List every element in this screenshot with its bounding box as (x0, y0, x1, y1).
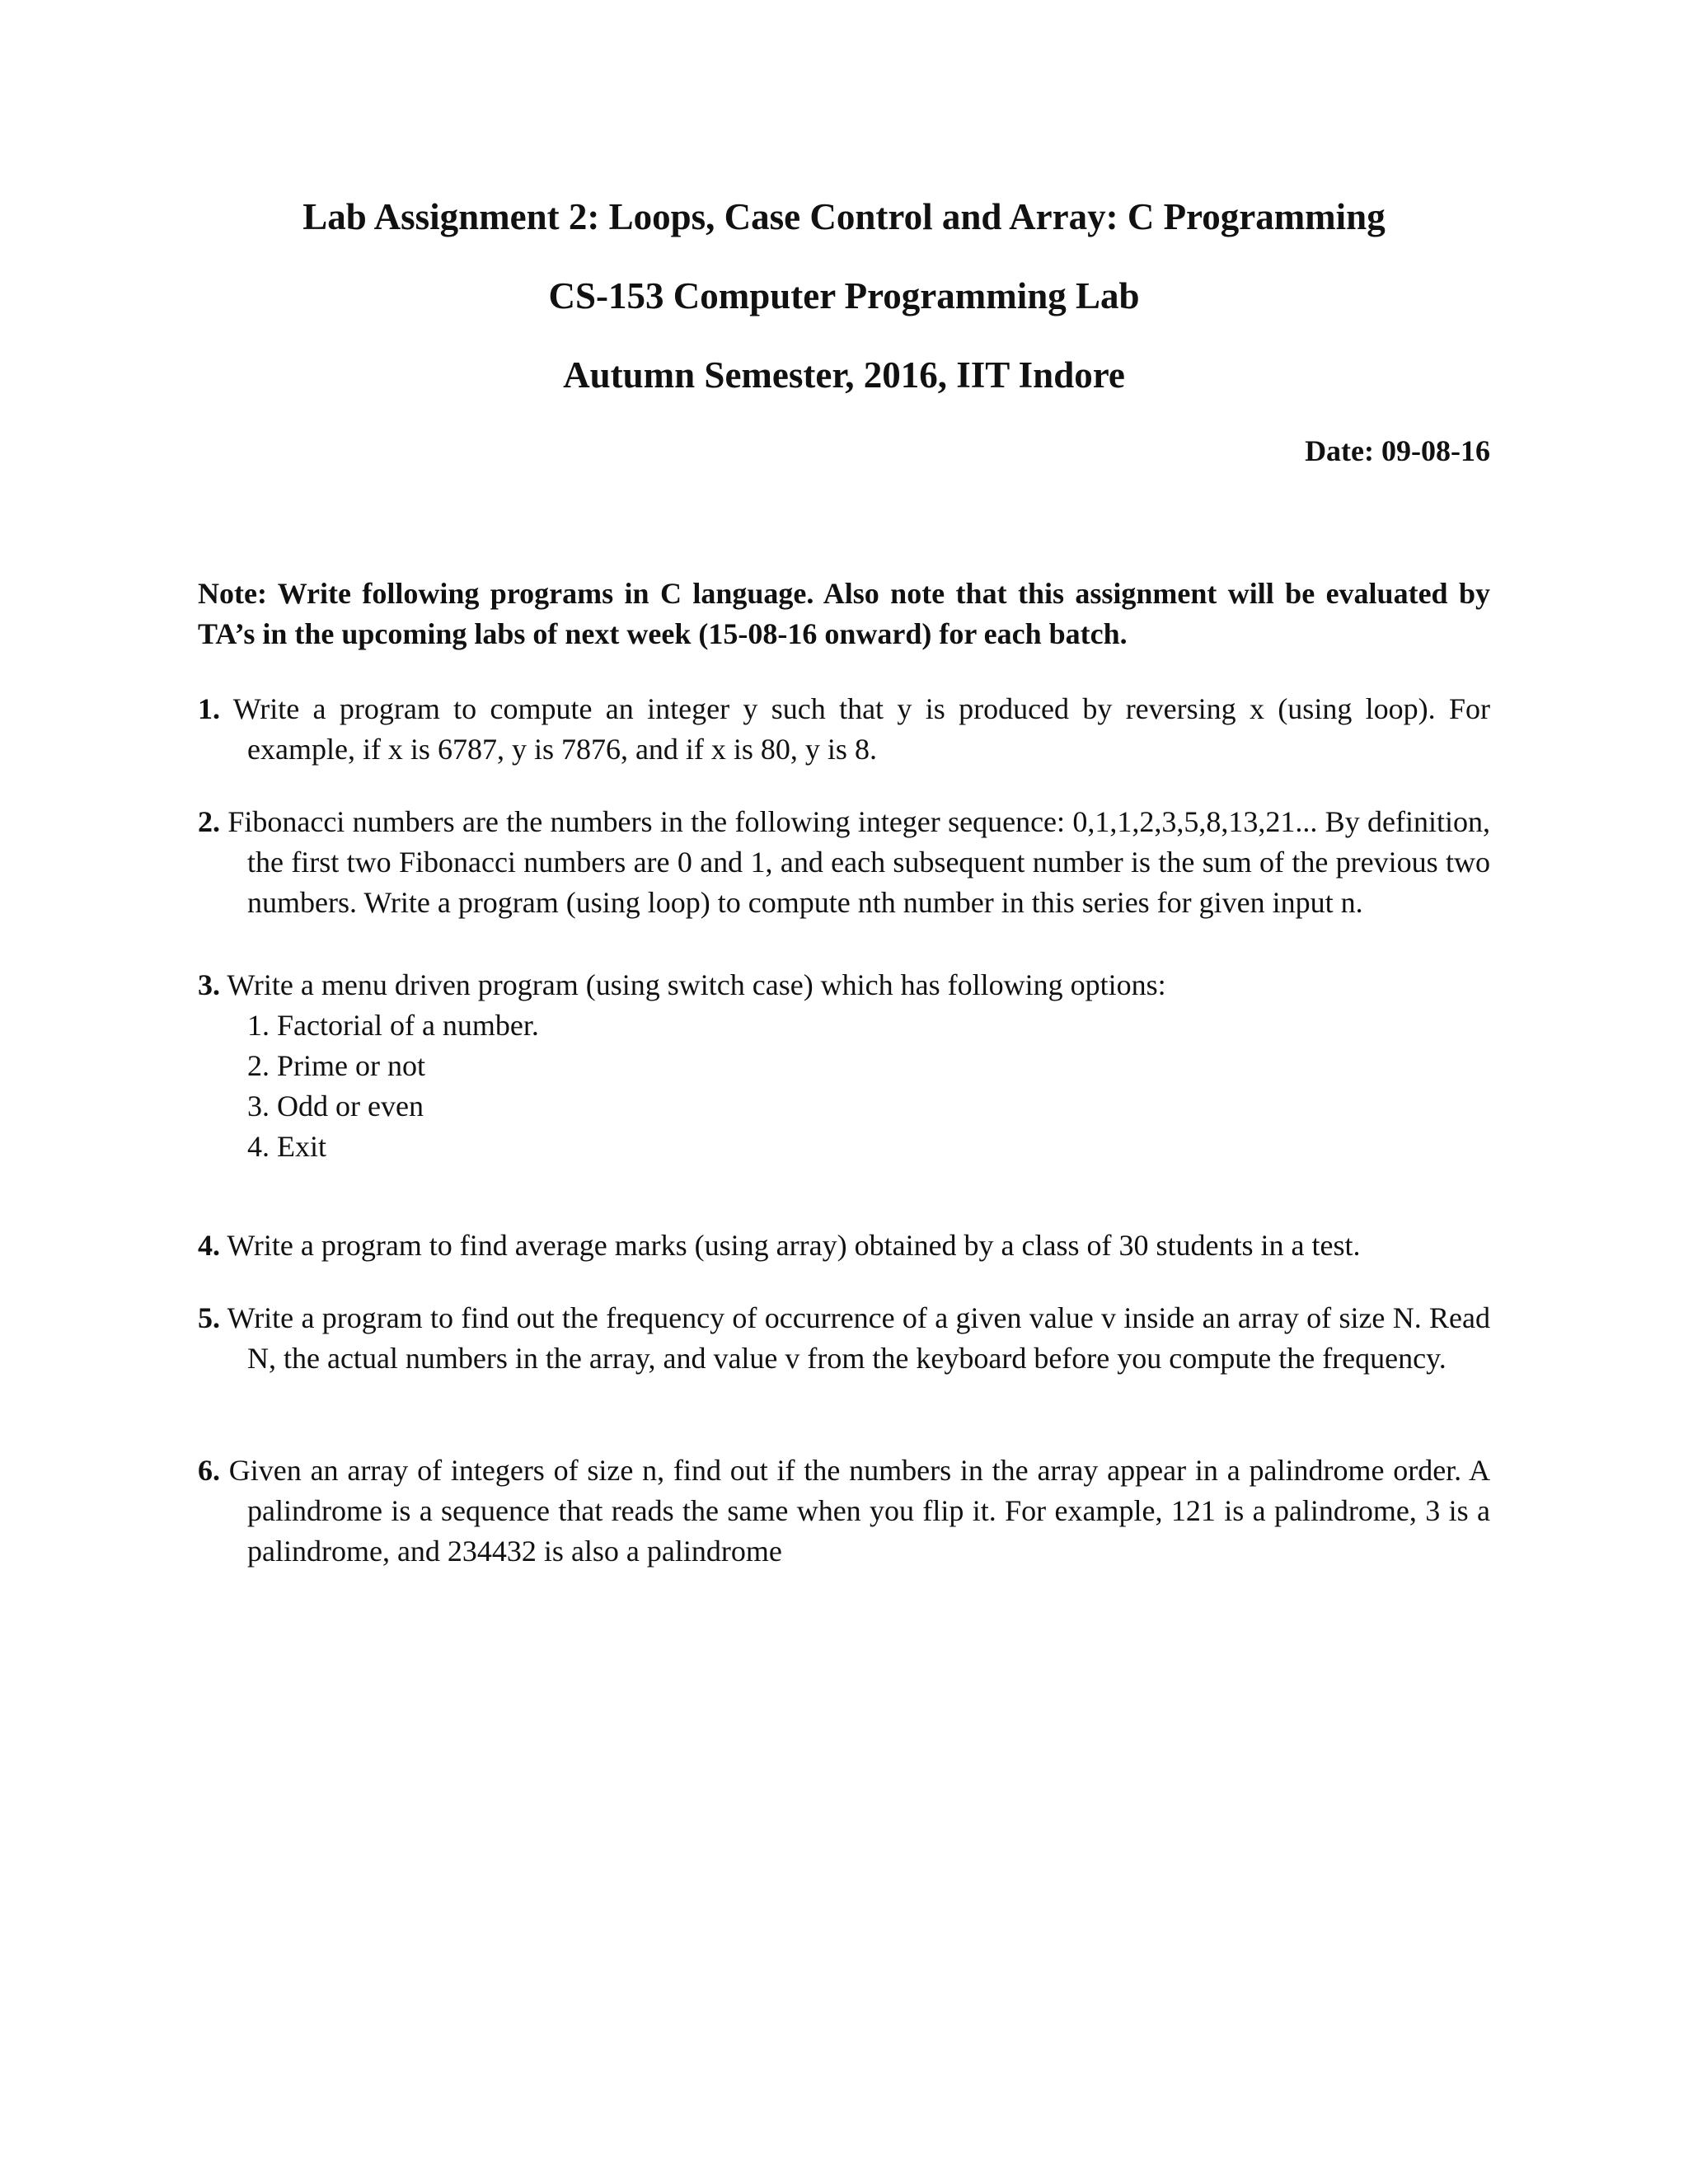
course-title: CS-153 Computer Programming Lab (548, 275, 1140, 316)
menu-option: 3. Odd or even (247, 1090, 424, 1122)
question-1 (198, 689, 1490, 770)
question-text: Write a program to find out the frequency of occurrence of a given value v inside an array of size N. Read N, the actual numbers in the array, and value v from the keyboard before you compute the frequency. (227, 1301, 1490, 1375)
question-number: 4. (198, 1229, 220, 1262)
question-text: Fibonacci numbers are the numbers in the following integer sequence: 0,1,1,2,3,5,8,13,21... By definition, the first two Fibonacci numbers are 0 and 1, and each subsequent number is the sum of the previous two numbers. Write a program (using loop) to compute nth number in this series for given input n. (227, 805, 1491, 919)
semester-title: Autumn Semester, 2016, IIT Indore (563, 354, 1125, 396)
menu-option: 1. Factorial of a number. (247, 1009, 539, 1042)
question-4 (198, 1226, 1490, 1266)
menu-option: 2. Prime or not (247, 1049, 425, 1082)
menu-options-list (247, 1005, 1490, 1167)
question-text: Write a menu driven program (using switch case) which has following options: (227, 968, 1166, 1001)
question-number: 1. (198, 692, 220, 725)
question-text: Write a program to compute an integer y such that y is produced by reversing x (using loop). For example, if x is 6787, y is 7876, and if x is 80, y is 8. (232, 692, 1490, 766)
menu-option: 4. Exit (247, 1130, 326, 1163)
question-number: 5. (198, 1301, 220, 1334)
question-2 (198, 802, 1490, 923)
document-title: Lab Assignment 2: Loops, Case Control and Array: C Programming (302, 196, 1386, 237)
question-text: Given an array of integers of size n, find out if the numbers in the array appear in a palindrome order. A palindrome is a sequence that reads the same when you flip it. For example, 121 is a palindrome, 3 is a palindrome, and 234432 is also a palindrome (228, 1454, 1490, 1568)
question-text: Write a program to find average marks (using array) obtained by a class of 30 students in a test. (227, 1229, 1361, 1262)
assignment-date: Date: 09-08-16 (1305, 434, 1490, 467)
question-3 (198, 965, 1490, 1167)
question-5 (198, 1298, 1490, 1379)
assignment-note: Note: Write following programs in C language. Also note that this assignment will be evaluated by TA’s in the upcoming labs of next week (15-08-16 onward) for each batch. (198, 577, 1490, 650)
question-number: 3. (198, 968, 220, 1001)
question-number: 6. (198, 1454, 220, 1487)
question-6 (198, 1451, 1490, 1572)
question-number: 2. (198, 805, 220, 838)
